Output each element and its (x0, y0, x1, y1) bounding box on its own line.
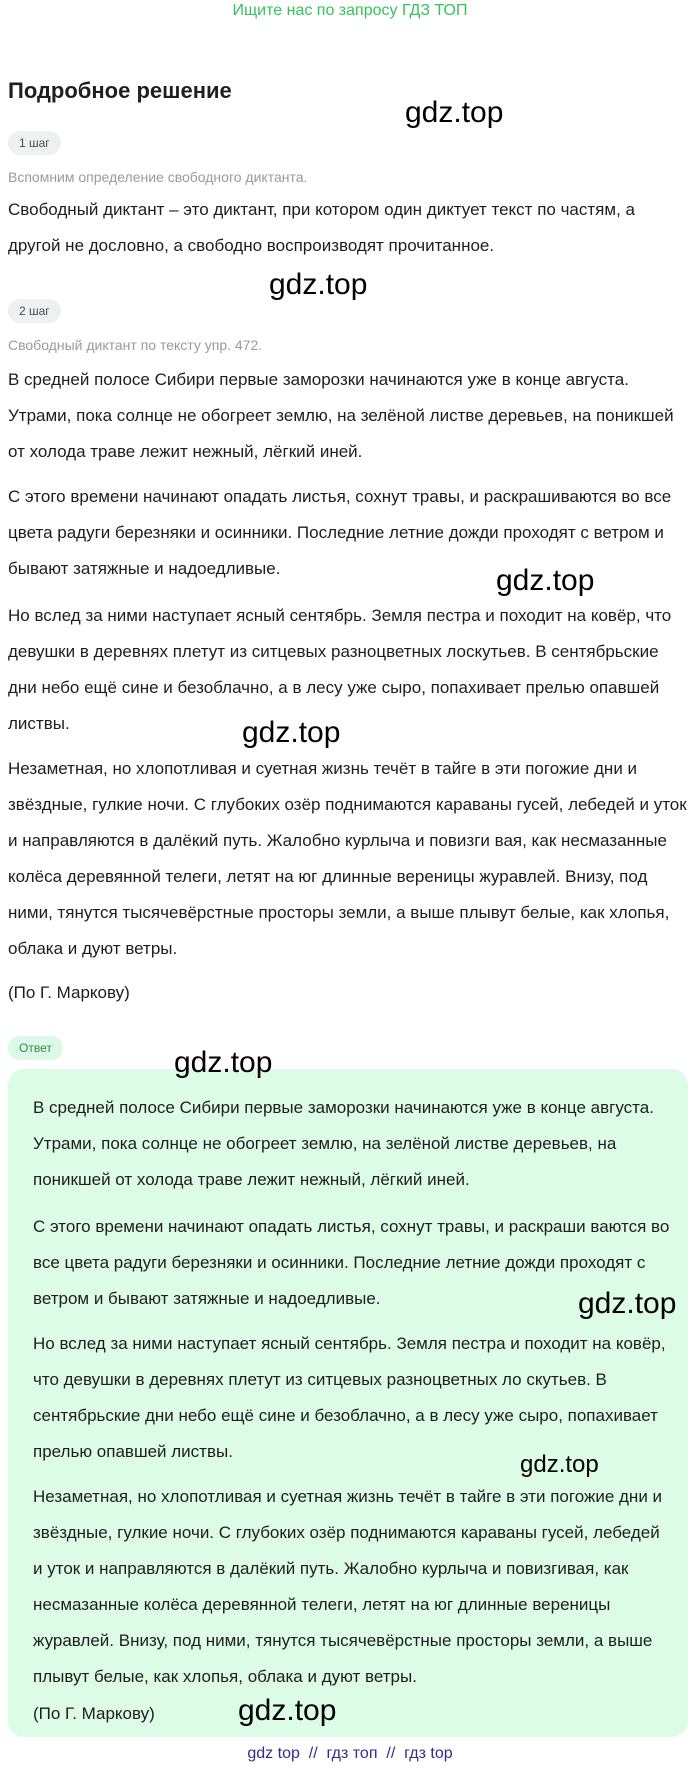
answer-source: (По Г. Маркову) (33, 1704, 155, 1723)
search-hint-link[interactable]: Ищите нас по запросу ГДЗ ТОП (232, 2, 468, 19)
answer-badge: Ответ (8, 1036, 63, 1060)
step-2-source: (По Г. Маркову) (8, 983, 130, 1002)
watermark: gdz.top (242, 716, 341, 749)
watermark: gdz.top (174, 1046, 273, 1079)
step-2-hint: Свободный диктант по тексту упр. 472. (8, 337, 263, 353)
answer-paragraph-4: Незаметная, но хлопотливая и суетная жизнь течёт в тайге в эти погожие дни и звёздные, гулкие ночи. С глубоких озёр поднимаются караваны гусей, лебедей и уток и направляются в далёкий путь. Жалобно курлыча и повизгивая, как несмазанные колёса деревянной телеги, летят на юг длинные вереницы журавлей. Внизу, под ними, тянутся тысячевёрстные просторы земли, а выше плывут белые, как хлопья, облака и дуют ветры. (33, 1487, 663, 1686)
page-title: Подробное решение (8, 78, 232, 103)
watermark: gdz.top (520, 1451, 599, 1478)
step-2-paragraph-1: В средней полосе Сибири первые заморозки начинаются уже в конце августа. Утрами, пока солнце не обогреет землю, на зелёной листве деревьев, на поникшей от холода траве лежит нежный, лёгкий иней. (8, 370, 674, 461)
watermark: gdz.top (269, 268, 368, 301)
step-2-badge: 2 шаг (8, 299, 61, 323)
watermark: gdz.top (238, 1694, 337, 1727)
answer-box (8, 1069, 688, 1737)
step-1-text: Свободный диктант – это диктант, при котором один диктует текст по частям, а другой не дословно, а свободно воспроизводят прочитанное. (8, 200, 635, 255)
step-1-hint: Вспомним определение свободного диктанта. (8, 169, 308, 185)
step-2-paragraph-3: Но вслед за ними наступает ясный сентябрь. Земля пестра и походит на ковёр, что девушки в деревнях плетут из ситцевых разноцветных лоскутьев. В сентябрьские дни небо ещё сине и безоблачно, а в лесу уже сыро, попахивает прелью опавшей листвы. (8, 606, 672, 733)
step-1-badge: 1 шаг (8, 131, 61, 155)
footer-links[interactable]: gdz top // гдз топ // гдз top (247, 1745, 453, 1762)
step-2-paragraph-4: Незаметная, но хлопотливая и суетная жизнь течёт в тайге в эти погожие дни и звёздные, гулкие ночи. С глубоких озёр поднимаются караваны гусей, лебедей и уток и направляются в далёкий путь. Жалобно курлыча и повизги вая, как несмазанные колёса деревянной телеги, летят на юг длинные вереницы журавлей. Внизу, под ними, тянутся тысячевёрстные просторы земли, а выше плывут белые, как хлопья, облака и дуют ветры. (8, 759, 687, 958)
watermark: gdz.top (578, 1287, 677, 1320)
step-2-paragraph-2: С этого времени начинают опадать листья, сохнут травы, и раскрашиваются во все цвета радуги березняки и осинники. Последние летние дожди проходят с ветром и бывают затяжные и надоедливые. (8, 487, 672, 578)
watermark: gdz.top (405, 96, 504, 129)
answer-paragraph-1: В средней полосе Сибири первые заморозки начинаются уже в конце августа. Утрами, пока солнце не обогреет землю, на зелёной листве деревьев, на поникшей от холода траве лежит нежный, лёгкий иней. (33, 1098, 654, 1189)
watermark: gdz.top (496, 564, 595, 597)
answer-paragraph-3: Но вслед за ними наступает ясный сентябрь. Земля пестра и походит на ковёр, что девушки в деревнях плетут из ситцевых разноцветных ло скутьев. В сентябрьские дни небо ещё сине и безоблачно, а в лесу уже сыро, попахивает прелью опавшей листвы. (33, 1334, 666, 1461)
answer-paragraph-2: С этого времени начинают опадать листья, сохнут травы, и раскраши ваются во все цвета радуги березняки и осинники. Последние летние дожди проходят с ветром и бывают затяжные и надоедливые. (33, 1217, 670, 1308)
